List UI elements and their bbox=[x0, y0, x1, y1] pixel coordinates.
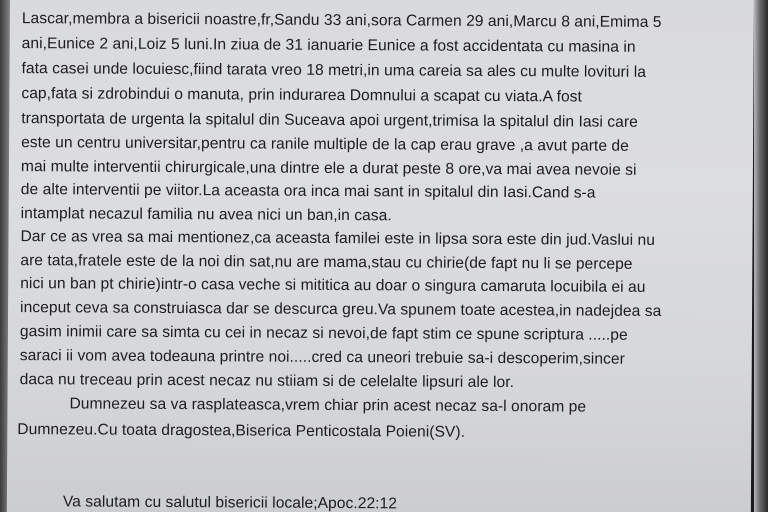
letter-line-10: Dar ce as vrea sa mai mentionez,ca aceasta familei este in lipsa sora este din jud.Vaslui nu bbox=[20, 228, 656, 249]
letter-line-14: gasim inimii care sa simta cu cei in necaz si nevoi,de fapt stim ce spune scriptura .....pe bbox=[19, 323, 628, 344]
letter-line-3: fata casei unde locuiesc,fiind tarata vreo 18 metri,in uma careia sa ales cu multe lovituri la bbox=[21, 60, 647, 81]
letter-line-8: de alte interventii pe viitor.La aceasta ora inca mai sant in spitalul din Iasi.Cand s-a bbox=[20, 181, 596, 202]
letter-line-16: daca nu treceau prin acest necaz nu stiiam si de celelalte lipsuri ale lor. bbox=[19, 371, 515, 392]
letter-line-19: Va salutam cu salutul bisericii locale;Apoc.22:12 bbox=[62, 493, 398, 512]
letter-line-18: Dumnezeu.Cu toata dragostea,Biserica Penticostala Poieni(SV). bbox=[17, 421, 466, 441]
letter-line-6: este un centru universitar,pentru ca ranile multiple de la cap erau grave ,a avut parte de bbox=[21, 134, 629, 155]
letter-line-1: Lascar,membra a bisericii noastre,fr,Sandu 33 ani,sora Carmen 29 ani,Marcu 8 ani,Emima 5 bbox=[21, 10, 662, 31]
letter-line-9: intamplat necazul familia nu avea nici un ban,in casa. bbox=[20, 205, 392, 225]
letter-page bbox=[7, 0, 754, 512]
letter-line-13: inceput ceva sa construiasca dar se descurca greu.Va spunem toate acestea,in nadejdea sa bbox=[20, 299, 662, 320]
letter-line-15: saraci ii vom avea todeauna printre noi.....cred ca uneori trebuie sa-i descoperim,sincer bbox=[19, 347, 625, 368]
right-edge-shadow bbox=[754, 0, 768, 512]
letter-line-2: ani,Eunice 2 ani,Loiz 5 luni.In ziua de 31 ianuarie Eunice a fost accidentata cu masina in bbox=[21, 35, 636, 56]
letter-line-7: mai multe interventii chirurgicale,una dintre ele a durat peste 8 ore,va mai avea nevoie si bbox=[20, 158, 637, 179]
letter-line-17: Dumnezeu sa va rasplateasca,vrem chiar prin acest necaz sa-l onoram pe bbox=[69, 395, 587, 416]
letter-line-4: cap,fata si zdrobindui o manuta, prin indurarea Domnului a scapat cu viata.A fost bbox=[21, 85, 582, 106]
letter-line-11: are tata,fratele este de la noi din sat,nu are mama,stau cu chirie(de fapt nu li se percepe bbox=[20, 252, 633, 273]
letter-line-5: transportata de urgenta la spitalul din Suceava apoi urgent,trimisa la spitalul din Iasi care bbox=[21, 110, 638, 131]
letter-line-12: nici un ban pt chirie)intr-o casa veche si mititica au doar o singura camaruta locuibila ei au bbox=[20, 275, 646, 296]
